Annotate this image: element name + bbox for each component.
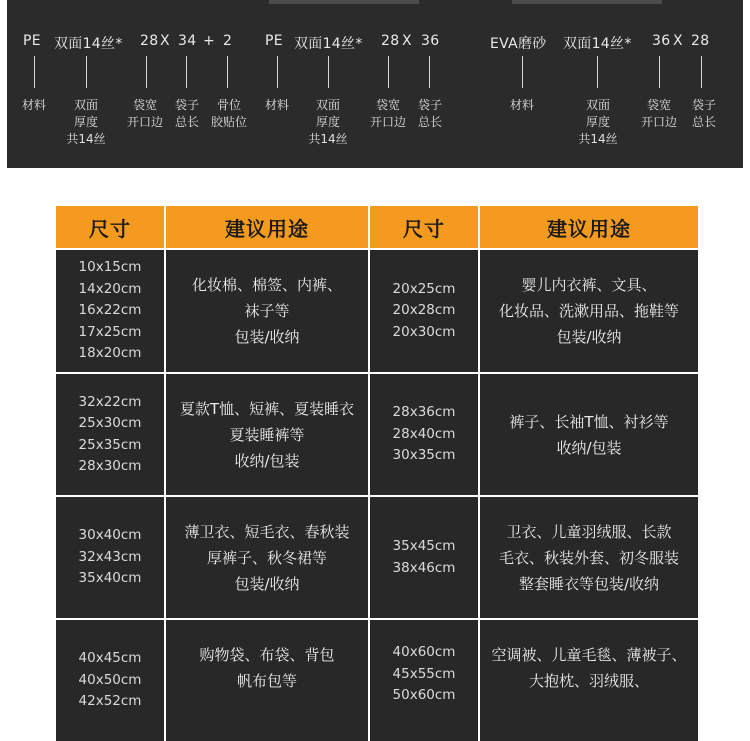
cropped-heading-fragment [269, 0, 419, 4]
pointer-line [146, 56, 147, 88]
size-text: 40x50cm [78, 671, 142, 688]
size-text: 25x35cm [78, 436, 142, 453]
size-usage-table [56, 206, 698, 710]
g1-length: 34 [178, 33, 197, 49]
size-text: 40x60cm [392, 644, 456, 660]
pointer-line [522, 56, 523, 88]
size-text: 42x52cm [78, 693, 142, 710]
g1-material: PE [23, 33, 41, 49]
g1-caption-bone: 骨位 胶贴位 [210, 98, 247, 129]
use-cell-right [480, 497, 698, 618]
use-text: 毛衣、秋装外套、初冬服装 [498, 548, 679, 567]
cropped-heading-fragment [512, 0, 662, 4]
size-cell-right [370, 497, 478, 618]
g3-type: 双面14丝* [563, 36, 632, 52]
use-text: 收纳/包装 [234, 451, 300, 470]
size-cell-left [56, 620, 164, 741]
pointer-line [388, 56, 389, 88]
size-text: 14x20cm [78, 280, 142, 297]
g3-x: X [673, 33, 683, 49]
g2-type: 双面14丝* [294, 36, 363, 52]
size-text: 10x15cm [78, 259, 142, 276]
pointer-line [86, 56, 87, 88]
g2-width: 28 [381, 33, 400, 49]
size-text: 32x43cm [78, 548, 142, 565]
use-cell-left [166, 250, 368, 372]
size-text: 28x36cm [392, 404, 456, 421]
g3-caption-length: 袋子 总长 [691, 98, 716, 129]
pointer-line [597, 56, 598, 88]
use-text: 夏装睡裤等 [229, 425, 305, 444]
use-text: 化妆品、洗漱用品、拖鞋等 [498, 302, 679, 320]
size-cell-right [370, 374, 478, 495]
use-text: 帆布包等 [236, 672, 297, 690]
size-text: 45x55cm [392, 665, 456, 682]
use-text: 袜子等 [244, 302, 290, 320]
use-cell-right [480, 250, 698, 372]
use-text: 购物袋、布袋、背包 [199, 646, 335, 664]
size-text: 20x28cm [392, 302, 456, 319]
use-text: 厚裤子、秋冬裙等 [206, 548, 327, 567]
size-text: 35x45cm [392, 538, 456, 554]
size-text: 16x22cm [78, 302, 142, 319]
table-row [56, 620, 698, 710]
g3-material: EVA磨砂 [490, 36, 547, 52]
g2-length: 36 [421, 33, 440, 49]
g2-material: PE [265, 33, 283, 49]
use-text: 化妆棉、棉签、内裤、 [191, 276, 342, 294]
pointer-line [277, 56, 278, 88]
table-row [56, 497, 698, 618]
use-cell-right [480, 620, 698, 741]
size-cell-left [56, 374, 164, 495]
size-text: 32x22cm [78, 393, 142, 410]
g2-caption-width: 袋宽 开口边 [369, 98, 406, 129]
size-text: 18x20cm [78, 345, 142, 362]
size-text: 28x30cm [78, 458, 142, 474]
g1-caption-material: 材料 [21, 98, 46, 112]
use-cell-left [166, 497, 368, 618]
pointer-line [701, 56, 702, 88]
header-use-left: 建议用途 [166, 206, 368, 248]
g3-length: 28 [691, 33, 710, 49]
use-text: 整套睡衣等包装/收纳 [518, 574, 660, 593]
table-row [56, 250, 698, 372]
use-text: 夏款T恤、短裤、夏装睡衣 [179, 399, 355, 418]
size-text: 20x25cm [392, 280, 456, 297]
g2-caption-material: 材料 [264, 98, 289, 112]
g3-width: 36 [652, 33, 671, 49]
pointer-line [328, 56, 329, 88]
pointer-line [34, 56, 35, 88]
size-text: 25x30cm [78, 415, 142, 431]
g1-x: X [160, 33, 170, 49]
pointer-line [227, 56, 228, 88]
use-cell-left [166, 374, 368, 495]
g1-type: 双面14丝* [54, 36, 123, 52]
size-text: 30x35cm [392, 447, 456, 464]
use-text: 大抱枕、羽绒服、 [528, 672, 649, 690]
g1-width: 28 [140, 33, 159, 49]
size-text: 30x40cm [78, 527, 142, 544]
size-text: 17x25cm [78, 323, 142, 340]
use-text: 包装/收纳 [234, 328, 300, 346]
g1-caption-thickness: 双面 厚度 共14丝 [66, 98, 106, 146]
size-text: 40x45cm [78, 650, 142, 667]
use-cell-right [480, 374, 698, 495]
size-text: 28x40cm [392, 425, 456, 442]
use-text: 薄卫衣、短毛衣、春秋装 [184, 522, 350, 541]
size-text: 35x40cm [78, 570, 142, 587]
g2-caption-length: 袋子 总长 [417, 98, 442, 129]
pointer-line [186, 56, 187, 88]
use-text: 裤子、长袖T恤、衬衫等 [509, 412, 669, 431]
g3-caption-material: 材料 [509, 98, 534, 112]
use-text: 卫衣、儿童羽绒服、长款 [506, 522, 672, 541]
g2-caption-thickness: 双面 厚度 共14丝 [308, 98, 348, 146]
pointer-line [659, 56, 660, 88]
spec-panel [7, 0, 743, 168]
header-size-left: 尺寸 [56, 206, 164, 248]
g1-bone: 2 [223, 33, 233, 49]
use-text: 包装/收纳 [556, 328, 622, 346]
size-cell-right [370, 250, 478, 372]
g1-caption-width: 袋宽 开口边 [126, 98, 163, 129]
header-use-right: 建议用途 [480, 206, 698, 248]
table-row [56, 374, 698, 495]
use-cell-left [166, 620, 368, 741]
use-text: 包装/收纳 [234, 574, 300, 593]
size-text: 38x46cm [392, 559, 456, 576]
g3-caption-thickness: 双面 厚度 共14丝 [578, 98, 618, 146]
g2-x: X [402, 33, 412, 49]
size-cell-right [370, 620, 478, 741]
use-text: 收纳/包装 [556, 438, 622, 457]
g1-plus: + [203, 33, 216, 49]
size-text: 20x30cm [392, 323, 456, 340]
size-cell-left [56, 250, 164, 372]
size-cell-left [56, 497, 164, 618]
g3-caption-width: 袋宽 开口边 [640, 98, 677, 129]
use-text: 空调被、儿童毛毯、薄被子、 [491, 646, 687, 664]
header-size-right: 尺寸 [370, 206, 478, 248]
pointer-line [429, 56, 430, 88]
size-text: 50x60cm [392, 687, 456, 703]
g1-caption-length: 袋子 总长 [174, 98, 199, 129]
use-text: 婴儿内衣裤、文具、 [521, 276, 657, 294]
